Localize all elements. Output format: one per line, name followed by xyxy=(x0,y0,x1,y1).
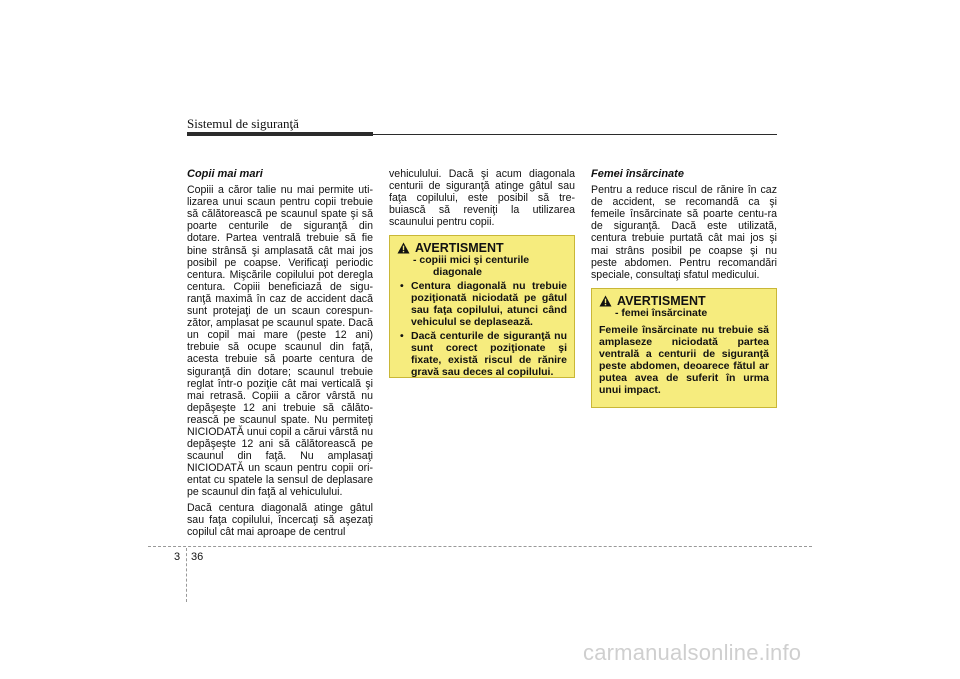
page-number: 36 xyxy=(191,551,204,563)
warning-triangle-icon xyxy=(599,295,612,307)
warning-subtitle-line: - femei însărcinate xyxy=(615,307,708,319)
header-bar-thick xyxy=(187,132,373,136)
paragraph: Dacă centura diagonală atinge gâtul sau faţa copilului, încercaţi să aşezaţi copilul cât mai aproape de centrul xyxy=(187,501,373,538)
column-right xyxy=(591,168,777,281)
paragraph: Pentru a reduce riscul de rănire în caz de accident, se recomandă ca şi femeile însărcinate să poarte centu-ra de siguranţă. Dacă este utilizată, centura trebuie purtată cât mai jos şi mai strâns posibil pe coapse şi nu peste abdomen. Pentru recomandări speciale, consultaţi sfatul medicului. xyxy=(591,184,777,281)
section-heading-pregnant-women: Femei însărcinate xyxy=(591,168,684,180)
warning-box-pregnant-women xyxy=(591,288,777,408)
warning-body: Femeile însărcinate nu trebuie să amplaseze niciodată partea ventrală a centurii de siguranţă peste abdomen, deoarece fătul ar putea avea de suferit în urma unui impact. xyxy=(599,324,769,396)
warning-title: AVERTISMENT xyxy=(415,241,504,255)
page-header-title: Sistemul de siguranţă xyxy=(187,116,299,131)
warning-bullet-list xyxy=(397,280,567,378)
paragraph: Copiii a căror talie nu mai permite uti-lizarea unui scaun pentru copii trebuie să călătorească pe scaunul spate şi să poarte centurile de siguranţă din dotare. Partea ventrală trebuie să fie bine strânsă şi amplasată cât mai jos posibil pe coapse. Verificaţi periodic centura. Mişcările copilului pot deregla centura. Copiii beneficiază de sigu-ranţă maximă în caz de accident dacă sunt protejaţi de un scaun corespun-zător, amplasat pe scaunul spate. Dacă un copil mai mare (peste 12 ani) trebuie să ocupe scaunul din faţă, acesta trebuie să poarte centura de siguranţă din dotare; scaunul trebuie reglat într-o poziţie cât mai verticală şi mai retrasă. Copiii a căror vârstă nu depăşeşte 12 ani trebuie să călăto-rească pe scaunul spate. Nu permiteţi NICIODATĂ unui copil a cărui vârstă nu depăşeşte 12 ani să călătorească pe scaunul din faţă. Nu amplasaţi NICIODATĂ un scaun pentru copii ori-entat cu spatele la sensul de deplasare pe scaunul din faţă al vehiculului. xyxy=(187,184,373,499)
warning-subtitle xyxy=(397,254,567,278)
warning-header xyxy=(599,295,769,307)
warning-box-children-belts xyxy=(389,235,575,378)
warning-title: AVERTISMENT xyxy=(617,294,706,308)
warning-bullet: • Centura diagonală nu trebuie poziţionată niciodată pe gâtul sau faţa copilului, atunci când vehiculul se deplasează. xyxy=(411,280,567,328)
section-heading-older-children: Copii mai mari xyxy=(187,168,263,180)
header-bar-thin xyxy=(373,134,777,135)
warning-header xyxy=(397,242,567,254)
warning-triangle-icon xyxy=(397,242,410,254)
chapter-number: 3 xyxy=(174,551,181,563)
watermark: carmanualsonline.info xyxy=(583,640,802,665)
paragraph: vehiculului. Dacă şi acum diagonala centurii de siguranţă atinge gâtul sau faţa copilului, este posibil să tre-buiască să reveniţi la utilizarea scaunului pentru copii. xyxy=(389,168,575,229)
warning-subtitle-line: diagonale xyxy=(433,266,483,278)
column-left xyxy=(187,168,373,538)
footer-rule xyxy=(148,546,812,547)
warning-subtitle-line: - copiii mici şi centurile xyxy=(413,254,530,266)
warning-bullet: • Dacă centurile de siguranţă nu sunt corect poziţionate şi fixate, există riscul de rănire gravă sau deces al copilului. xyxy=(411,330,567,378)
footer-divider xyxy=(186,548,187,602)
column-middle xyxy=(389,168,575,228)
warning-subtitle xyxy=(599,307,769,319)
